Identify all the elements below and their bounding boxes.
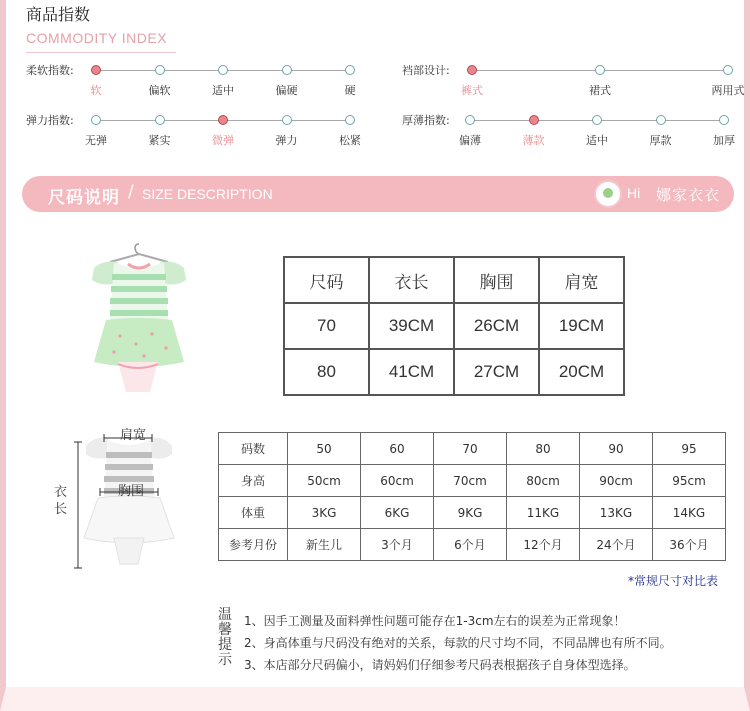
- table-cell: 60cm: [361, 465, 434, 497]
- table-cell: 27CM: [454, 349, 539, 395]
- index-dot: [282, 115, 292, 125]
- table-cell: 胸围: [454, 257, 539, 303]
- index-option: 微弹: [212, 134, 234, 147]
- table-cell: 19CM: [539, 303, 624, 349]
- table-cell: 90: [580, 433, 653, 465]
- index-option: 裙式: [589, 84, 611, 97]
- table-row: [284, 257, 624, 303]
- index-label-thickness: 厚薄指数:: [402, 114, 450, 127]
- section-title-en: COMMODITY INDEX: [26, 30, 168, 46]
- table-cell: 80: [284, 349, 369, 395]
- dim-length: 衣长: [54, 485, 68, 517]
- table-row: [284, 349, 624, 395]
- index-dot: [91, 65, 101, 75]
- size-table: [283, 256, 625, 396]
- banner-title-cn: 尺码说明: [48, 188, 120, 208]
- index-dot: [592, 115, 602, 125]
- tip-item: 1、因手工测量及面料弹性问题可能存在1-3cm左右的误差为正常现象！: [244, 614, 626, 628]
- index-dot: [155, 65, 165, 75]
- table-cell: 26CM: [454, 303, 539, 349]
- table-row: [219, 433, 726, 465]
- table-cell: 参考月份: [219, 529, 288, 561]
- table-cell: 6个月: [434, 529, 507, 561]
- table-cell: 码数: [219, 433, 288, 465]
- index-dot: [595, 65, 605, 75]
- dim-shoulder: 肩宽: [120, 428, 147, 443]
- table-cell: 39CM: [369, 303, 454, 349]
- banner-slash: /: [128, 182, 134, 202]
- index-dot: [155, 115, 165, 125]
- index-option: 松紧: [339, 134, 361, 147]
- index-dot: [345, 65, 355, 75]
- reference-table: [218, 432, 726, 561]
- table-row: [219, 497, 726, 529]
- index-option: 硬: [344, 84, 356, 97]
- table-row: [284, 303, 624, 349]
- table-cell: 11KG: [507, 497, 580, 529]
- table-cell: 尺码: [284, 257, 369, 303]
- index-option: 弹力: [275, 134, 298, 147]
- table-cell: 95cm: [653, 465, 726, 497]
- table-cell: 90cm: [580, 465, 653, 497]
- table-cell: 12个月: [507, 529, 580, 561]
- romper-photo-green: [80, 240, 198, 400]
- dimension-lines: [68, 420, 188, 580]
- tips-title: 温馨提示: [218, 607, 232, 668]
- table-cell: 70: [434, 433, 507, 465]
- banner-title-en: SIZE DESCRIPTION: [142, 186, 273, 202]
- table-cell: 20CM: [539, 349, 624, 395]
- index-option: 适中: [586, 134, 608, 147]
- brand-name: 娜家衣衣: [656, 186, 721, 204]
- index-option: 适中: [212, 84, 234, 97]
- index-option: 偏薄: [459, 134, 481, 147]
- table-cell: 50: [288, 433, 361, 465]
- index-label-softness: 柔软指数:: [26, 64, 74, 77]
- index-option: 加厚: [713, 134, 735, 147]
- index-option: 软: [90, 84, 102, 97]
- index-dot: [656, 115, 666, 125]
- index-dot: [723, 65, 733, 75]
- index-label-crotch: 裆部设计:: [402, 64, 450, 77]
- index-option: 两用式: [711, 84, 745, 97]
- index-dot: [529, 115, 539, 125]
- section-title-cn: 商品指数: [26, 5, 91, 24]
- table-cell: 36个月: [653, 529, 726, 561]
- table-cell: 80cm: [507, 465, 580, 497]
- table-cell: 6KG: [361, 497, 434, 529]
- index-dot: [91, 115, 101, 125]
- index-option: 偏硬: [275, 84, 298, 97]
- index-label-elasticity: 弹力指数:: [26, 114, 74, 127]
- table-cell: 体重: [219, 497, 288, 529]
- table-cell: 60: [361, 433, 434, 465]
- table-row: [219, 465, 726, 497]
- index-dot: [282, 65, 292, 75]
- table-cell: 新生儿: [288, 529, 361, 561]
- index-option: 裤式: [461, 84, 483, 97]
- index-option: 无弹: [85, 134, 107, 147]
- table-cell: 13KG: [580, 497, 653, 529]
- table-cell: 80: [507, 433, 580, 465]
- table-cell: 身高: [219, 465, 288, 497]
- table-cell: 41CM: [369, 349, 454, 395]
- table-note: *常规尺寸对比表: [628, 574, 719, 588]
- tip-item: 3、本店部分尺码偏小，请妈妈们仔细参考尺码表根据孩子自身体型选择。: [244, 658, 636, 672]
- table-cell: 95: [653, 433, 726, 465]
- table-cell: 肩宽: [539, 257, 624, 303]
- index-dot: [218, 65, 228, 75]
- index-option: 偏软: [148, 84, 171, 97]
- table-cell: 3个月: [361, 529, 434, 561]
- dim-chest: 胸围: [118, 484, 145, 499]
- tip-item: 2、身高体重与尺码没有绝对的关系，每款的尺寸均不同，不同品牌也有所不同。: [244, 636, 672, 650]
- table-cell: 50cm: [288, 465, 361, 497]
- table-cell: 70: [284, 303, 369, 349]
- table-cell: 70cm: [434, 465, 507, 497]
- index-dot: [345, 115, 355, 125]
- table-cell: 14KG: [653, 497, 726, 529]
- index-option: 紧实: [148, 134, 171, 147]
- index-dot: [719, 115, 729, 125]
- table-row: [219, 529, 726, 561]
- brand-hi: Hi: [627, 185, 641, 201]
- table-cell: 衣长: [369, 257, 454, 303]
- index-option: 薄款: [522, 134, 545, 147]
- table-cell: 9KG: [434, 497, 507, 529]
- index-dot: [465, 115, 475, 125]
- table-cell: 3KG: [288, 497, 361, 529]
- index-dot: [467, 65, 477, 75]
- index-option: 厚款: [649, 134, 672, 147]
- index-dot: [218, 115, 228, 125]
- table-cell: 24个月: [580, 529, 653, 561]
- brand-logo-icon: [594, 180, 622, 208]
- divider: [26, 52, 176, 53]
